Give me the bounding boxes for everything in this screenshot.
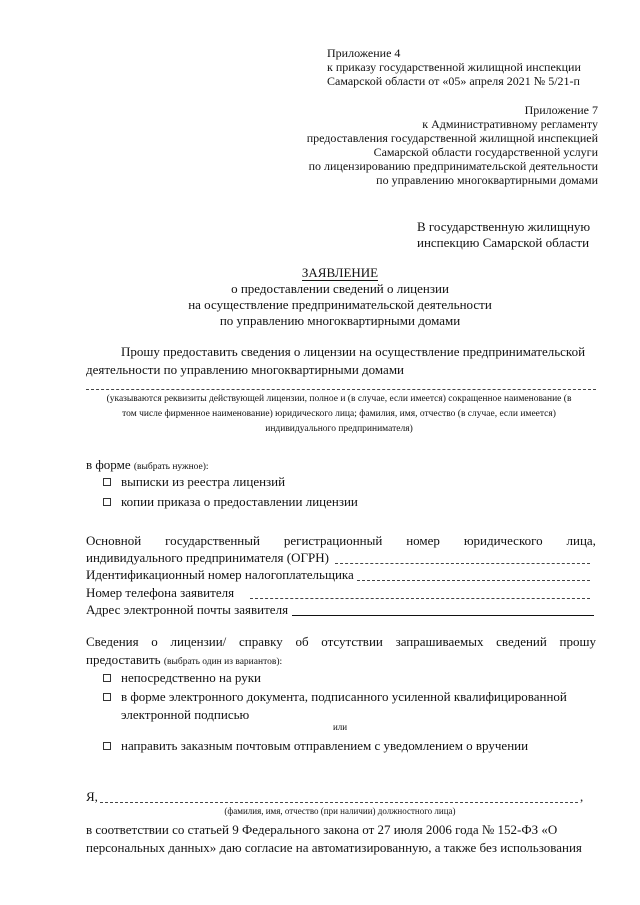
ogrn-word5: юридического (463, 533, 543, 548)
document-title (140, 265, 540, 329)
form-label-text: в форме (86, 457, 131, 472)
delivery-word5: об (295, 634, 309, 649)
appendix7-line5: по лицензированию предпринимательской деятельности (308, 159, 598, 173)
phone-label: Номер телефона заявителя (86, 585, 235, 600)
addressee (417, 219, 590, 251)
consent-line2: персональных данных» даю согласие на автоматизированную, а также без использования (86, 840, 582, 855)
form-label (86, 457, 209, 475)
appendix4-line2: к приказу государственной жилищной инспекции (327, 60, 581, 74)
title-line3: по управлению многоквартирными домами (219, 313, 461, 328)
phone-field[interactable] (250, 598, 590, 599)
hint1-line1: (указываются реквизиты действующей лицензии, полное и (в случае, если имеется) сокращенное наименование (в (106, 394, 572, 404)
option-electronic-line2: электронной подписью (121, 707, 250, 722)
delivery-word1: Сведения (86, 634, 139, 649)
request-line2: деятельности по управлению многоквартирными домами (86, 362, 404, 377)
appendix7-line1: Приложение 7 (524, 103, 598, 117)
hint1-line2: том числе фирменное наименование) юридического лица; фамилия, имя, отчество (в случае, если имеется) (122, 409, 556, 419)
delivery-word8: сведений (496, 634, 547, 649)
option-in-person: непосредственно на руки (121, 670, 262, 685)
ogrn-word4: номер (406, 533, 440, 548)
addressee-line2: инспекцию Самарской области (417, 235, 590, 250)
delivery-label-line2 (86, 652, 282, 670)
ogrn-field[interactable] (335, 563, 590, 564)
appendix7-line4: Самарской области государственной услуги (373, 145, 598, 159)
ogrn-label-line2: индивидуального предпринимателя (ОГРН) (86, 550, 329, 565)
title-line1: о предоставлении сведений о лицензии (231, 281, 449, 296)
ogrn-label-line1 (86, 533, 596, 549)
consent-line1: в соответствии со статьей 9 Федерального закона от 27 июля 2006 года № 152-ФЗ «О (86, 822, 558, 837)
option-order-copy: копии приказа о предоставлении лицензии (121, 494, 358, 509)
appendix4-header (327, 46, 581, 88)
consent-comma: , (580, 789, 584, 804)
delivery-hint: (выбрать один из вариантов): (163, 657, 283, 667)
delivery-word6: отсутствии (321, 634, 383, 649)
addressee-line1: В государственную жилищную (417, 219, 591, 234)
checkbox-post[interactable] (103, 742, 111, 750)
checkbox-electronic[interactable] (103, 693, 111, 701)
option-electronic-line1: в форме электронного документа, подписанного усиленной квалифицированной (121, 689, 567, 704)
ogrn-word2: государственный (165, 533, 260, 548)
ogrn-word3: регистрационный (283, 533, 383, 548)
checkbox-order-copy[interactable] (103, 498, 111, 506)
appendix7-line2: к Административному регламенту (422, 117, 598, 131)
inn-label: Идентификационный номер налогоплательщика (86, 567, 354, 582)
delivery-label-line1 (86, 634, 596, 650)
appendix4-line1: Приложение 4 (327, 46, 401, 60)
license-details-field[interactable] (86, 389, 596, 390)
form-hint: (выбрать нужное): (133, 462, 209, 472)
delivery-word2: о (151, 634, 158, 649)
request-line1: Прошу предоставить сведения о лицензии на осуществление предпринимательской (121, 344, 586, 359)
appendix4-line3: Самарской области от «05» апреля 2021 № 5/21-п (327, 74, 580, 88)
ogrn-word1: Основной (86, 533, 142, 548)
option-registry-extract: выписки из реестра лицензий (121, 474, 286, 489)
delivery-word4: справку (238, 634, 283, 649)
delivery-word9: прошу (559, 634, 596, 649)
title-main: ЗАЯВЛЕНИЕ (301, 265, 379, 280)
title-line2: на осуществление предпринимательской деятельности (188, 297, 492, 312)
checkbox-in-person[interactable] (103, 674, 111, 682)
delivery-word3: лицензии/ (170, 634, 227, 649)
official-name-field[interactable] (100, 802, 578, 803)
option-post: направить заказным почтовым отправлением с уведомлением о вручении (121, 738, 529, 753)
checkbox-registry-extract[interactable] (103, 478, 111, 486)
consent-ya: Я, (86, 789, 98, 804)
appendix7-header (307, 103, 598, 187)
delivery-word7: запрашиваемых (395, 634, 484, 649)
delivery-provide: предоставить (86, 652, 161, 667)
hint1-line3: индивидуального предпринимателя) (265, 424, 413, 434)
ogrn-word6: лица, (566, 533, 596, 548)
or-separator: или (332, 722, 348, 732)
email-field[interactable] (292, 615, 594, 616)
official-name-hint: (фамилия, имя, отчество (при наличии) должностного лица) (224, 806, 456, 816)
license-details-hint (76, 392, 602, 437)
appendix7-line3: предоставления государственной жилищной инспекцией (306, 131, 598, 145)
email-label: Адрес электронной почты заявителя (86, 602, 289, 617)
appendix7-line6: по управлению многоквартирными домами (376, 173, 598, 187)
inn-field[interactable] (357, 580, 590, 581)
